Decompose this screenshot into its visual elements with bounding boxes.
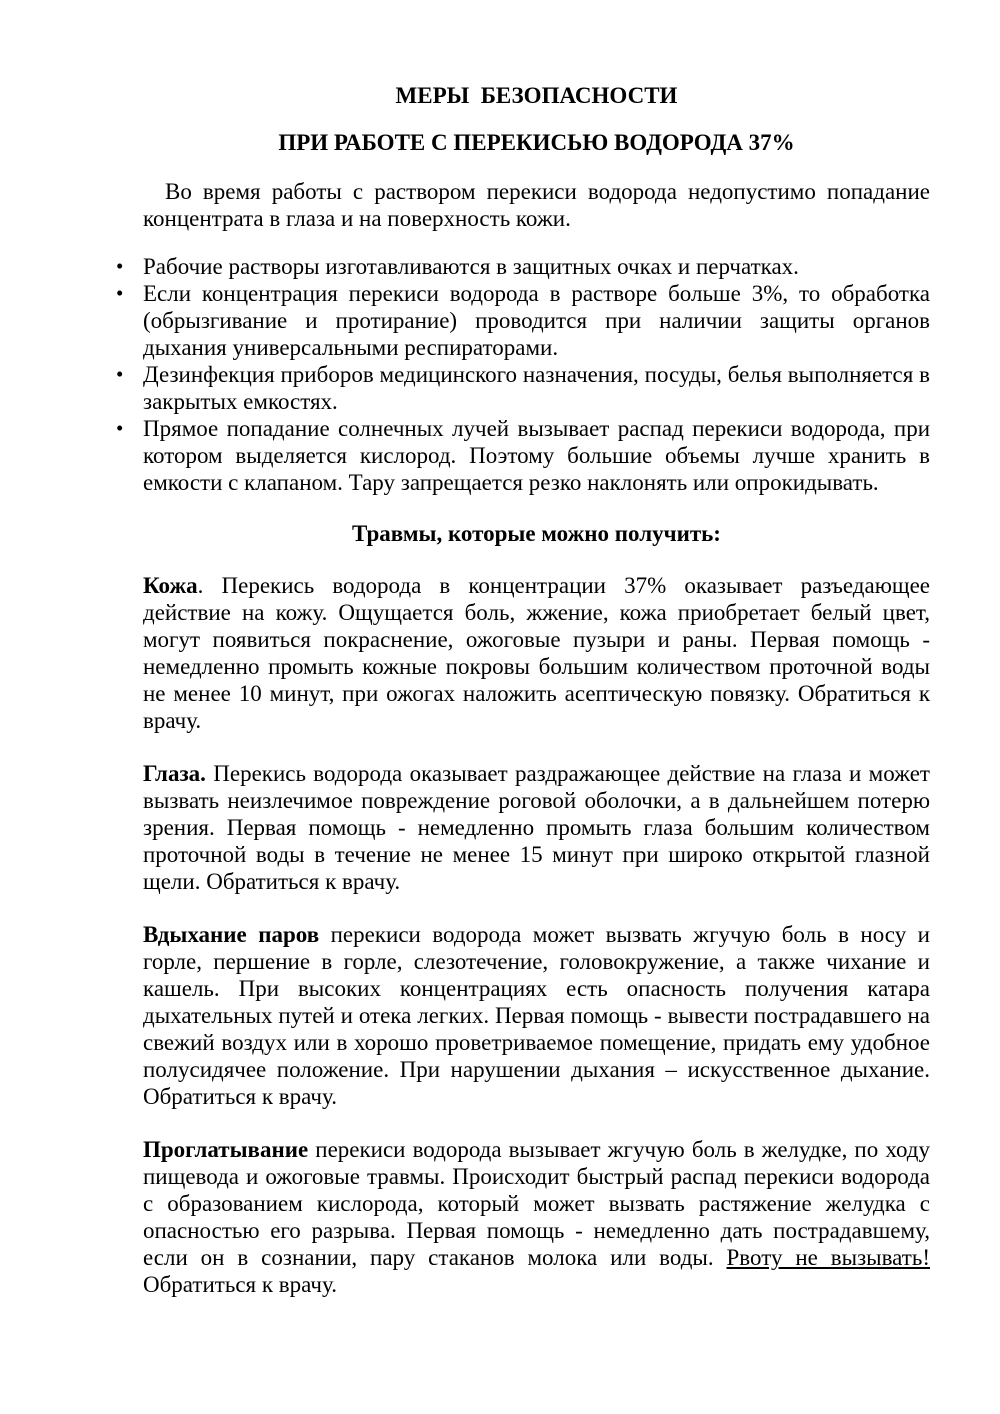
injury-lead: Кожа — [143, 573, 198, 598]
list-item-text: Прямое попадание солнечных лучей вызывает распад перекиси водорода, при котором выделяется кислород. Поэтому большие объемы лучше хранить в емкости с клапаном. Тару запрещается резко наклонять или опрокидывать. — [143, 416, 930, 495]
section-heading-injuries: Травмы, которые можно получить: — [352, 521, 721, 546]
intro-paragraph: Во время работы с раствором перекиси водорода недопустимо попадание концентрата в глаза и на поверхность кожи. — [143, 179, 930, 231]
injury-text: Перекись водорода оказывает раздражающее действие на глаза и может вызвать неизлечимое повреждение роговой оболочки, а в дальнейшем потерю зрения. Первая помощь - немедленно промыть глаза большим количеством проточной воды в течение не менее 15 минут при широко открытой глазной щели. Обратиться к врачу. — [143, 761, 930, 894]
injury-lead: Вдыхание паров — [143, 922, 320, 947]
injury-text: перекиси водорода может вызвать жгучую боль в носу и горле, першение в горле, слезотечение, головокружение, а также чихание и кашель. При высоких концентрациях есть опасность получения катара дыхательных путей и отека легких. Первая помощь - вывести пострадавшего на свежий воздух или в хорошо проветриваемое помещение, придать ему удобное полусидячее положение. При нарушении дыхания – искусственное дыхание. Обратиться к врачу. — [143, 922, 930, 1109]
injury-paragraph-ingestion — [143, 1136, 930, 1298]
injury-lead: Проглатывание — [143, 1137, 309, 1162]
injury-lead: Глаза. — [143, 761, 206, 786]
list-item — [143, 361, 930, 415]
document-title: МЕРЫ БЕЗОПАСНОСТИ — [395, 83, 678, 108]
list-item — [143, 415, 930, 496]
injury-paragraph-eyes — [143, 760, 930, 895]
injury-tail: Обратиться к врачу. — [143, 1272, 337, 1297]
injury-paragraph-skin — [143, 572, 930, 734]
list-item — [143, 280, 930, 361]
list-item — [143, 253, 930, 280]
injury-text: перекиси водорода вызывает жгучую боль в желудке, по ходу пищевода и ожоговые травмы. Происходит быстрый распад перекиси водорода с образованием кислорода, который может вызвать растяжение желудка с опасностью его разрыва. Первая помощь - немедленно дать пострадавшему, если он в сознании, пару стаканов молока или воды. — [143, 1137, 930, 1270]
list-item-text: Рабочие растворы изготавливаются в защитных очках и перчатках. — [143, 254, 799, 279]
document-subtitle: ПРИ РАБОТЕ С ПЕРЕКИСЬЮ ВОДОРОДА 37% — [278, 130, 795, 155]
safety-rules-list — [143, 253, 930, 496]
injury-text: . Перекись водорода в концентрации 37% оказывает разъедающее действие на кожу. Ощущается боль, жжение, кожа приобретает белый цвет, могут появиться покраснение, ожоговые пузыри и раны. Первая помощь - немедленно промыть кожные покровы большим количеством проточной воды не менее 10 минут, при ожогах наложить асептическую повязку. Обратиться к врачу. — [143, 573, 930, 733]
injury-warning-underlined: Рвоту не вызывать! — [726, 1245, 930, 1270]
list-item-text: Если концентрация перекиси водорода в растворе больше 3%, то обработка (обрызгивание и протирание) проводится при наличии защиты органов дыхания универсальными респираторами. — [143, 281, 930, 360]
injury-paragraph-inhalation — [143, 921, 930, 1110]
list-item-text: Дезинфекция приборов медицинского назначения, посуды, белья выполняется в закрытых емкостях. — [143, 362, 930, 414]
